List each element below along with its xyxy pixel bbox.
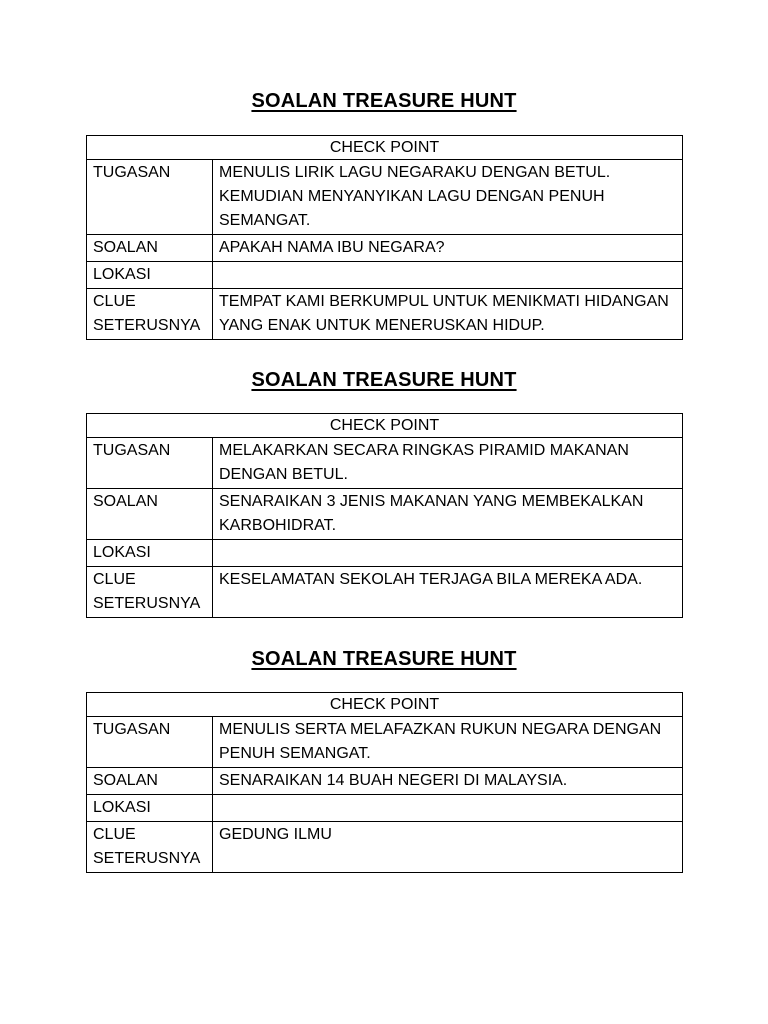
section-2-title: SOALAN TREASURE HUNT: [251, 369, 517, 391]
table-row-tugasan: [87, 438, 683, 489]
row-label: CLUE SETERUSNYA: [87, 822, 213, 873]
table-row-soalan: [87, 489, 683, 540]
row-label: SOALAN: [87, 235, 213, 262]
row-label: SOALAN: [87, 489, 213, 540]
row-value: APAKAH NAMA IBU NEGARA?: [213, 235, 683, 262]
checkpoint-header: CHECK POINT: [87, 136, 683, 160]
section-3-checkpoint-table: [86, 692, 683, 873]
table-row-soalan: [87, 768, 683, 795]
row-value: KESELAMATAN SEKOLAH TERJAGA BILA MEREKA ADA.: [213, 567, 683, 618]
table-row-tugasan: [87, 160, 683, 235]
table-row-tugasan: [87, 717, 683, 768]
row-value: [213, 540, 683, 567]
checkpoint-header: CHECK POINT: [87, 414, 683, 438]
section-1-checkpoint-table: [86, 135, 683, 340]
row-value: MENULIS SERTA MELAFAZKAN RUKUN NEGARA DENGAN PENUH SEMANGAT.: [213, 717, 683, 768]
table-row-clue: [87, 567, 683, 618]
table-row-clue: [87, 822, 683, 873]
table-header-row: [87, 414, 683, 438]
row-label: TUGASAN: [87, 160, 213, 235]
table-row-clue: [87, 289, 683, 340]
section-3-title: SOALAN TREASURE HUNT: [251, 648, 517, 670]
section-1-title: SOALAN TREASURE HUNT: [251, 90, 517, 112]
row-label: SOALAN: [87, 768, 213, 795]
row-value: [213, 262, 683, 289]
row-value: [213, 795, 683, 822]
row-value: SENARAIKAN 14 BUAH NEGERI DI MALAYSIA.: [213, 768, 683, 795]
table-header-row: [87, 693, 683, 717]
section-2-checkpoint-table: [86, 413, 683, 618]
table-row-soalan: [87, 235, 683, 262]
row-label: CLUE SETERUSNYA: [87, 289, 213, 340]
row-label: TUGASAN: [87, 438, 213, 489]
row-value: MELAKARKAN SECARA RINGKAS PIRAMID MAKANAN DENGAN BETUL.: [213, 438, 683, 489]
row-label: CLUE SETERUSNYA: [87, 567, 213, 618]
row-label: LOKASI: [87, 540, 213, 567]
row-value: MENULIS LIRIK LAGU NEGARAKU DENGAN BETUL. KEMUDIAN MENYANYIKAN LAGU DENGAN PENUH SEMANGAT.: [213, 160, 683, 235]
row-value: TEMPAT KAMI BERKUMPUL UNTUK MENIKMATI HIDANGAN YANG ENAK UNTUK MENERUSKAN HIDUP.: [213, 289, 683, 340]
row-label: LOKASI: [87, 795, 213, 822]
table-row-lokasi: [87, 262, 683, 289]
table-row-lokasi: [87, 795, 683, 822]
table-header-row: [87, 136, 683, 160]
row-value: GEDUNG ILMU: [213, 822, 683, 873]
row-label: LOKASI: [87, 262, 213, 289]
table-row-lokasi: [87, 540, 683, 567]
row-value: SENARAIKAN 3 JENIS MAKANAN YANG MEMBEKALKAN KARBOHIDRAT.: [213, 489, 683, 540]
checkpoint-header: CHECK POINT: [87, 693, 683, 717]
row-label: TUGASAN: [87, 717, 213, 768]
